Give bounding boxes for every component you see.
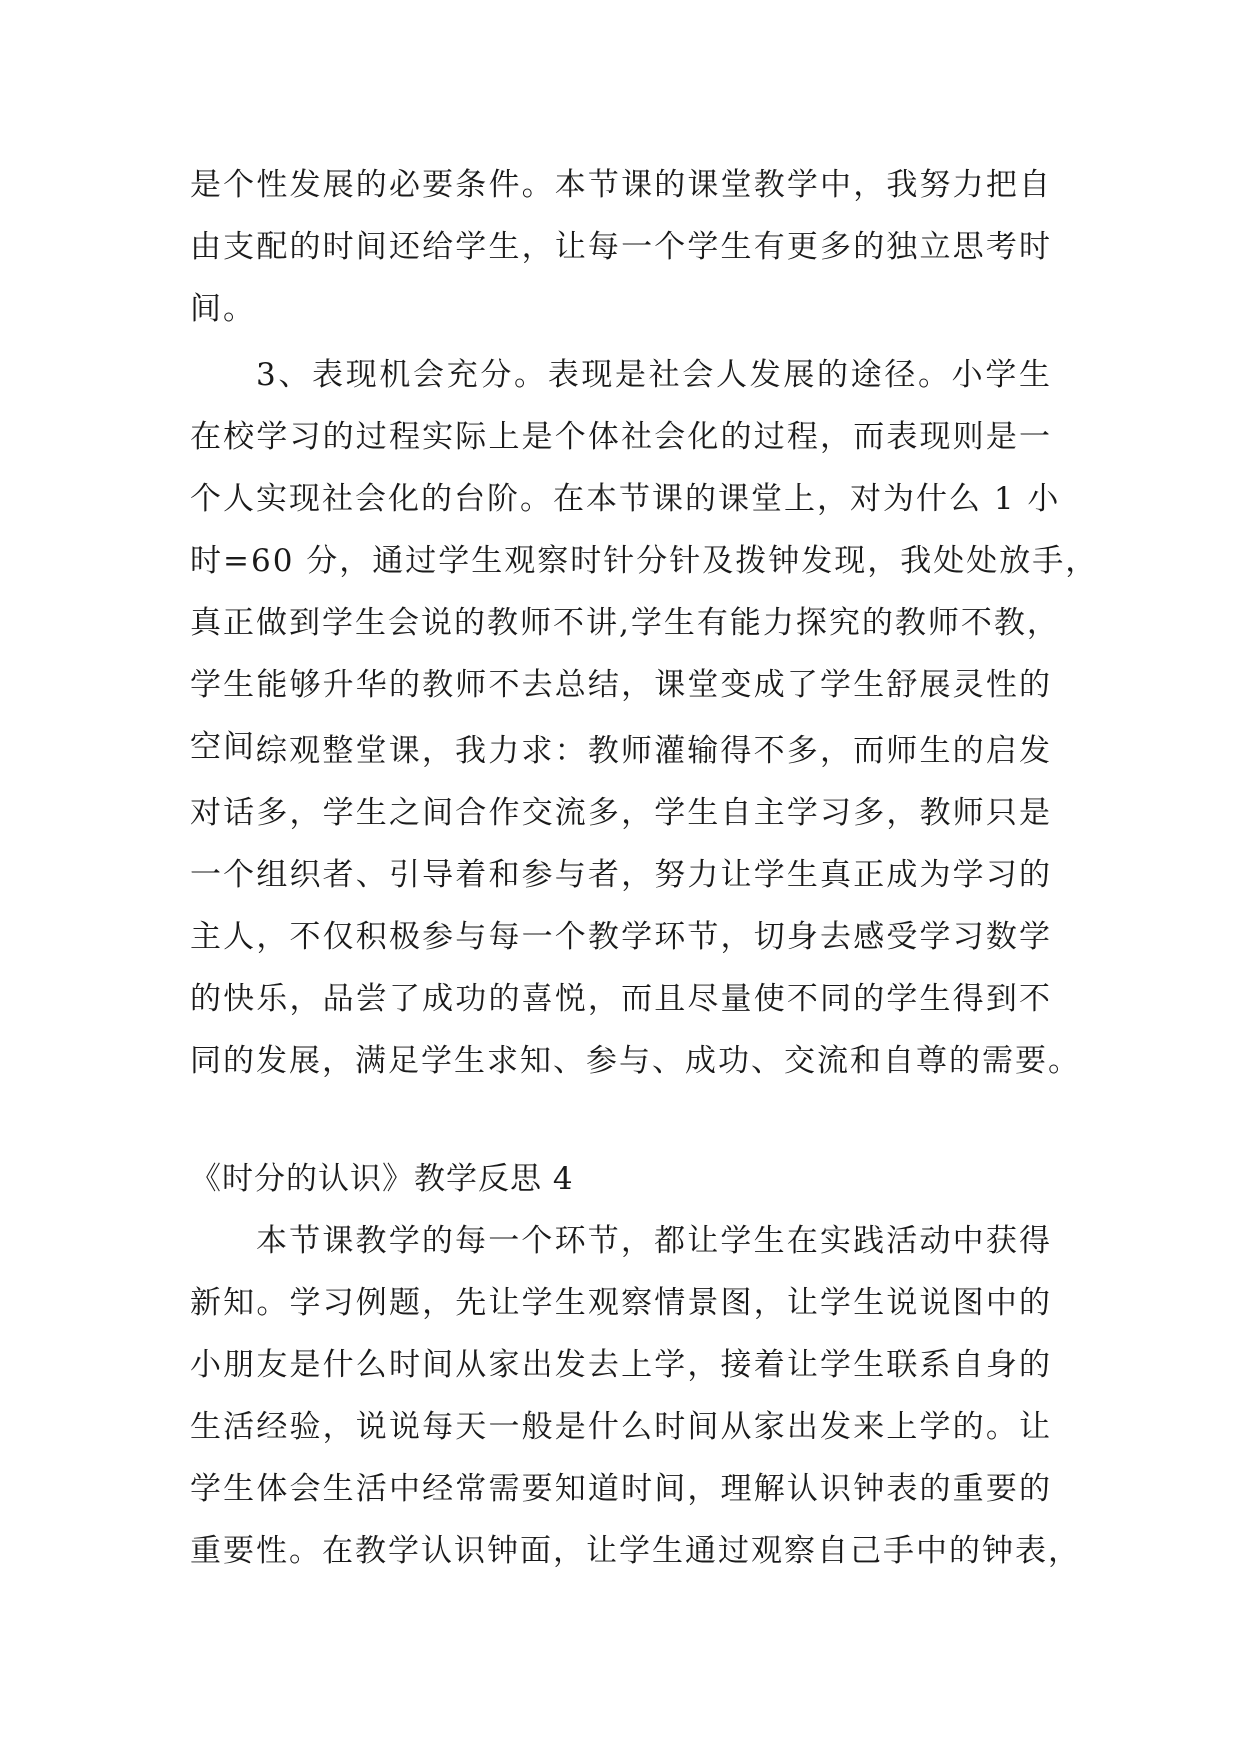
paragraph-line: 一个组织者、引导着和参与者，努力让学生真正成为学习的 bbox=[190, 857, 1052, 893]
paragraph-1 bbox=[190, 154, 1052, 340]
paragraph-line: 生活经验，说说每天一般是什么时间从家出发来上学的。让 bbox=[190, 1409, 1052, 1445]
paragraph-line: 综观整堂课，我力求：教师灌输得不多，而师生的启发 bbox=[256, 733, 1052, 769]
paragraph-line: 新知。学习例题，先让学生观察情景图，让学生说说图中的 bbox=[190, 1285, 1052, 1321]
paragraph-line: 同的发展，满足学生求知、参与、成功、交流和自尊的需要。 bbox=[190, 1043, 1081, 1079]
paragraph-line: 由支配的时间还给学生，让每一个学生有更多的独立思考时 bbox=[190, 229, 1052, 265]
paragraph-4 bbox=[190, 1210, 1081, 1582]
paragraph-line: 3、表现机会充分。表现是社会人发展的途径。小学生 bbox=[256, 357, 1052, 393]
paragraph-line: 重要性。在教学认识钟面，让学生通过观察自己手中的钟表， bbox=[190, 1533, 1081, 1569]
paragraph-line: 在校学习的过程实际上是个体社会化的过程，而表现则是一 bbox=[190, 419, 1052, 455]
paragraph-2 bbox=[190, 344, 1099, 778]
paragraph-line: 空间。 bbox=[190, 729, 289, 765]
paragraph-line: 小朋友是什么时间从家出发去上学，接着让学生联系自身的 bbox=[190, 1347, 1052, 1383]
paragraph-line: 本节课教学的每一个环节，都让学生在实践活动中获得 bbox=[256, 1223, 1052, 1259]
paragraph-line: 是个性发展的必要条件。本节课的课堂教学中，我努力把自 bbox=[190, 167, 1052, 203]
paragraph-line: 间。 bbox=[190, 291, 256, 327]
paragraph-line: 学生能够升华的教师不去总结，课堂变成了学生舒展灵性的 bbox=[190, 667, 1052, 703]
paragraph-line: 个人实现社会化的台阶。在本节课的课堂上，对为什么 1 小 bbox=[190, 481, 1061, 517]
paragraph-line: 的快乐，品尝了成功的喜悦，而且尽量使不同的学生得到不 bbox=[190, 981, 1052, 1017]
paragraph-line: 学生体会生活中经常需要知道时间，理解认识钟表的重要的 bbox=[190, 1471, 1052, 1507]
paragraph-line: 主人，不仅积极参与每一个教学环节，切身去感受学习数学 bbox=[190, 919, 1052, 955]
paragraph-line: 真正做到学生会说的教师不讲,学生有能力探究的教师不教， bbox=[190, 605, 1060, 641]
paragraph-line: 时=60 分，通过学生观察时针分针及拨钟发现，我处处放手， bbox=[190, 543, 1099, 579]
paragraph-3 bbox=[190, 720, 1081, 1092]
section-heading: 《时分的认识》教学反思 4 bbox=[190, 1161, 574, 1197]
paragraph-line: 对话多，学生之间合作交流多，学生自主学习多，教师只是 bbox=[190, 795, 1052, 831]
